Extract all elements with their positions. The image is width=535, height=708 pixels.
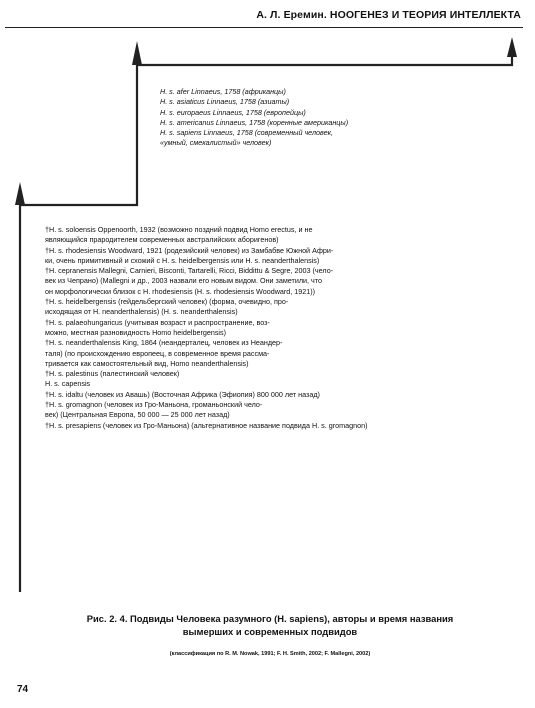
list-item: H. s. afer Linnaeus, 1758 (африканцы) [160, 87, 286, 96]
list-item: можно, местная разновидность Homo heidelbergensis) [45, 327, 227, 337]
modern-subspecies-list [160, 87, 348, 149]
list-item: H. s. europaeus Linnaeus, 1758 (европейцы) [160, 107, 306, 117]
list-item: таля) (по происхождению европеец, в современное время рассма- [45, 348, 270, 358]
list-item: †H. s. palestinus (палестинский человек) [45, 369, 180, 379]
top-right-arrowhead [507, 37, 517, 57]
list-item: †H. s. neanderthalensis King, 1864 (неандерталец, человек из Неандер- [45, 338, 283, 348]
list-item: H. s. americanus Linnaeus, 1758 (коренные американцы) [160, 117, 349, 127]
list-item: †H. s. gromagnon (человек из Гро-Маньона, громаньонский чело- [45, 400, 263, 410]
list-item: †H. s. idaltu (человек из Авашь) (Восточная Африка (Эфиопия) 800 000 лет назад) [45, 389, 320, 399]
caption-line: Рис. 2. 4. Подвиды Человека разумного (H. sapiens), авторы и время названия [86, 613, 454, 624]
running-head-title: А. Л. Еремин. НООГЕНЕЗ И ТЕОРИЯ ИНТЕЛЛЕКТА [256, 9, 521, 21]
list-item: †H. s. soloensis Oppenoorth, 1932 (возможно поздний подвид Homo erectus, и не [45, 225, 313, 234]
list-item: †H. cepranensis Mallegni, Carnieri, Bisconti, Tartarelli, Ricci, Biddittu & Segre, 2003 (чело- [45, 266, 334, 276]
list-item: тривается как самостоятельный вид, Homo neanderthalensis) [45, 358, 249, 368]
figure-caption [40, 613, 500, 638]
lower-step-arrowhead [15, 182, 25, 205]
list-item: †H. s. presapiens (человек из Гро-Маньона) (альтернативное название подвида H. s. gromagnon) [45, 420, 368, 430]
extinct-subspecies-list [45, 225, 368, 431]
list-item: век) (Центральная Европа, 50 000 — 25 000 лет назад) [45, 410, 230, 420]
list-item: «умный, смекалистый» человек) [160, 138, 272, 148]
list-item: H. s. sapiens Linnaeus, 1758 (современный человек, [160, 128, 333, 138]
list-item: исходящая от H. neanderthalensis) (H. s. neanderthalensis) [45, 307, 238, 317]
list-item: H. s. capensis [45, 379, 91, 389]
list-item: H. s. asiaticus Linnaeus, 1758 (азиаты) [160, 97, 290, 107]
list-item: †H. s. heidelbergensis (гейдельбергский человек) (форма, очевидно, про- [45, 297, 289, 307]
list-item: †H. s. rhodesiensis Woodward, 1921 (родезийский человек) из Замбабве Южной Афри- [45, 245, 334, 255]
caption-line: вымерших и современных подвидов [182, 625, 358, 637]
list-item: век из Чепрано) (Mallegni и др., 2003 назвали его новым видом. Они заметили, что [45, 276, 323, 286]
list-item: являющийся прародителем современных австралийских аборигенов) [45, 235, 279, 245]
upper-step-arrowhead [132, 41, 142, 65]
list-item: ки, очень примитивный и схожий с H. s. heidelbergensis или H. s. neanderthalensis) [45, 255, 320, 265]
list-item: †H. s. palaeohungaricus (учитывая возраст и распространение, воз- [45, 317, 270, 327]
page-number: 74 [17, 684, 29, 695]
list-item: он морфологически близок с H. rhodesiensis (H. s. rhodesiensis Woodward, 1921)) [45, 286, 316, 296]
caption-source: (классификация по R. M. Nowak, 1991; F. H. Smith, 2002; F. Mallegni, 2002) [169, 651, 371, 657]
